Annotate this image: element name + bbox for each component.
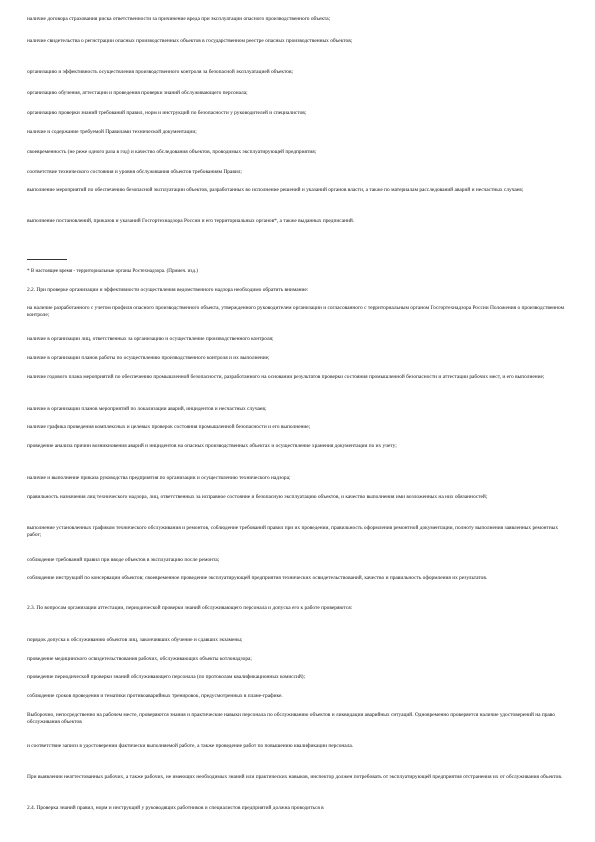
paragraph: порядок допуска к обслуживанию объектов лиц, закончивших обучение и сдавших экзамены; xyxy=(27,637,243,643)
paragraph: наличие в организации лиц, ответственных за организацию и осуществление производственного контроля; xyxy=(27,336,274,342)
paragraph: проведение медицинского освидетельствования рабочих, обслуживающих объекты котлонадзора; xyxy=(27,656,252,662)
paragraph: соблюдение сроков проведения и тематики противоаварийных тренировок, предусмотренных в плане-графике. xyxy=(27,693,283,699)
paragraph: Выборочно, непосредственно на рабочем месте, проверяются знания и практические навыки персонала по обслуживанию объектов и ликвидации аварийных ситуаций. Одновременно проверяется наличие удостоверений на право обслуживания объектов xyxy=(27,712,556,726)
paragraph: наличие годового плана мероприятий по обеспечению промышленной безопасности, разработанного на основании результатов проверки состояния промышленной безопасности и аттестации рабочих мест, и его выполнение; xyxy=(27,374,545,380)
paragraph: на наличие разработанного с учетом профиля опасного производственного объекта, утвержденного руководителем организации и согласованного с территориальным органом Госгортехнадзора России Положения о производственном контроле; xyxy=(27,305,565,319)
paragraph: выполнение мероприятий по обеспечению безопасной эксплуатации объектов, разработанных во исполнение решений и указаний органов власти, а также по материалам расследований аварий и несчастных случаев; xyxy=(27,187,524,193)
paragraph: выполнение постановлений, приказов и указаний Госгортехнадзора России и его территориальных органов*, а также выданных предписаний. xyxy=(27,218,355,224)
paragraph: наличие договора страхования риска ответственности за причинение вреда при эксплуатации опасного производственного объекта; xyxy=(27,16,331,22)
paragraph: соблюдение требований правил при вводе объектов в эксплуатацию после ремонта; xyxy=(27,557,220,563)
paragraph: наличие в организации планов работы по осуществлению производственного контроля и их выполнение; xyxy=(27,355,270,361)
paragraph: 2.2. При проверке организации и эффективности осуществления ведомственного надзора необходимо обратить внимание: xyxy=(27,287,309,293)
paragraph: выполнение установленных графиком технического обслуживания и ремонтов, соблюдение требований правил при их проведении, правильность оформления ремонтной документации, полноту выполнения заявленных ремонтных работ; xyxy=(27,525,559,539)
paragraph: проведение периодической проверки знаний обслуживающего персонала (по протоколам квалификационных комиссий); xyxy=(27,674,306,680)
footnote-separator xyxy=(27,259,67,260)
paragraph: При выявлении неаттестованных рабочих, а также рабочих, не имеющих необходимых знаний или практических навыков, инспектор должен потребовать от эксплуатирующей предприятия отстранения их от обслуживания объектов. xyxy=(27,774,563,780)
paragraph: наличие в организации планов мероприятий по локализации аварий, инцидентов и несчастных случаев; xyxy=(27,406,267,412)
paragraph: наличие и выполнение приказа руководства предприятия по организации и осуществлению технического надзора; xyxy=(27,475,291,481)
paragraph: проведение анализа причин возникновения аварий и инцидентов на опасных производственных объектах и осуществление хранения документации по их учету; xyxy=(27,443,397,449)
paragraph: 2.3. По вопросам организации аттестации, периодической проверки знаний обслуживающего персонала и допуска его к работе проверяются: xyxy=(27,605,353,611)
paragraph: и соответствие записи в удостоверении фактически выполняемой работе, а также проведение работ по повышению квалификации персонала. xyxy=(27,743,354,749)
paragraph: соблюдение инструкций по консервации объектов; своевременное проведение эксплуатирующей предприятия технических освидетельствований, качество и правильность оформления их результатов. xyxy=(27,575,488,581)
paragraph: правильность назначения лиц технического надзора, лиц, ответственных за исправное состояние и безопасную эксплуатацию объектов, и качество выполнения ими возложенных на них обязанностей; xyxy=(27,494,488,500)
paragraph: своевременность (не реже одного раза в год) и качество обследования объектов, проводимых эксплуатирующей предприятия; xyxy=(27,149,317,155)
paragraph: наличие графика проведения комплексных и целевых проверок состояния промышленной безопасности и его выполнение; xyxy=(27,424,311,430)
paragraph: организацию проверки знаний требований правил, норм и инструкций по безопасности у руководителей и специалистов; xyxy=(27,110,307,116)
paragraph: соответствие технического состояния и уровня обслуживания объектов требованиям Правил; xyxy=(27,169,242,175)
paragraph: 2.4. Проверка знаний правил, норм и инструкций у руководящих работников и специалистов предприятий должна проводиться в xyxy=(27,805,324,811)
paragraph: организацию и эффективность осуществления производственного контроля за безопасной эксплуатацией объектов; xyxy=(27,69,294,75)
paragraph: наличие и содержание требуемой Правилами технической документации; xyxy=(27,129,197,135)
footnote: * В настоящее время - территориальные органы Ростехнадзора. (Примеч. изд.) xyxy=(27,268,198,274)
paragraph: наличие свидетельства о регистрации опасных производственных объектов в государственном реестре опасных производственных объектов; xyxy=(27,38,353,44)
paragraph: организацию обучения, аттестации и проведения проверки знаний обслуживающего персонала; xyxy=(27,90,248,96)
